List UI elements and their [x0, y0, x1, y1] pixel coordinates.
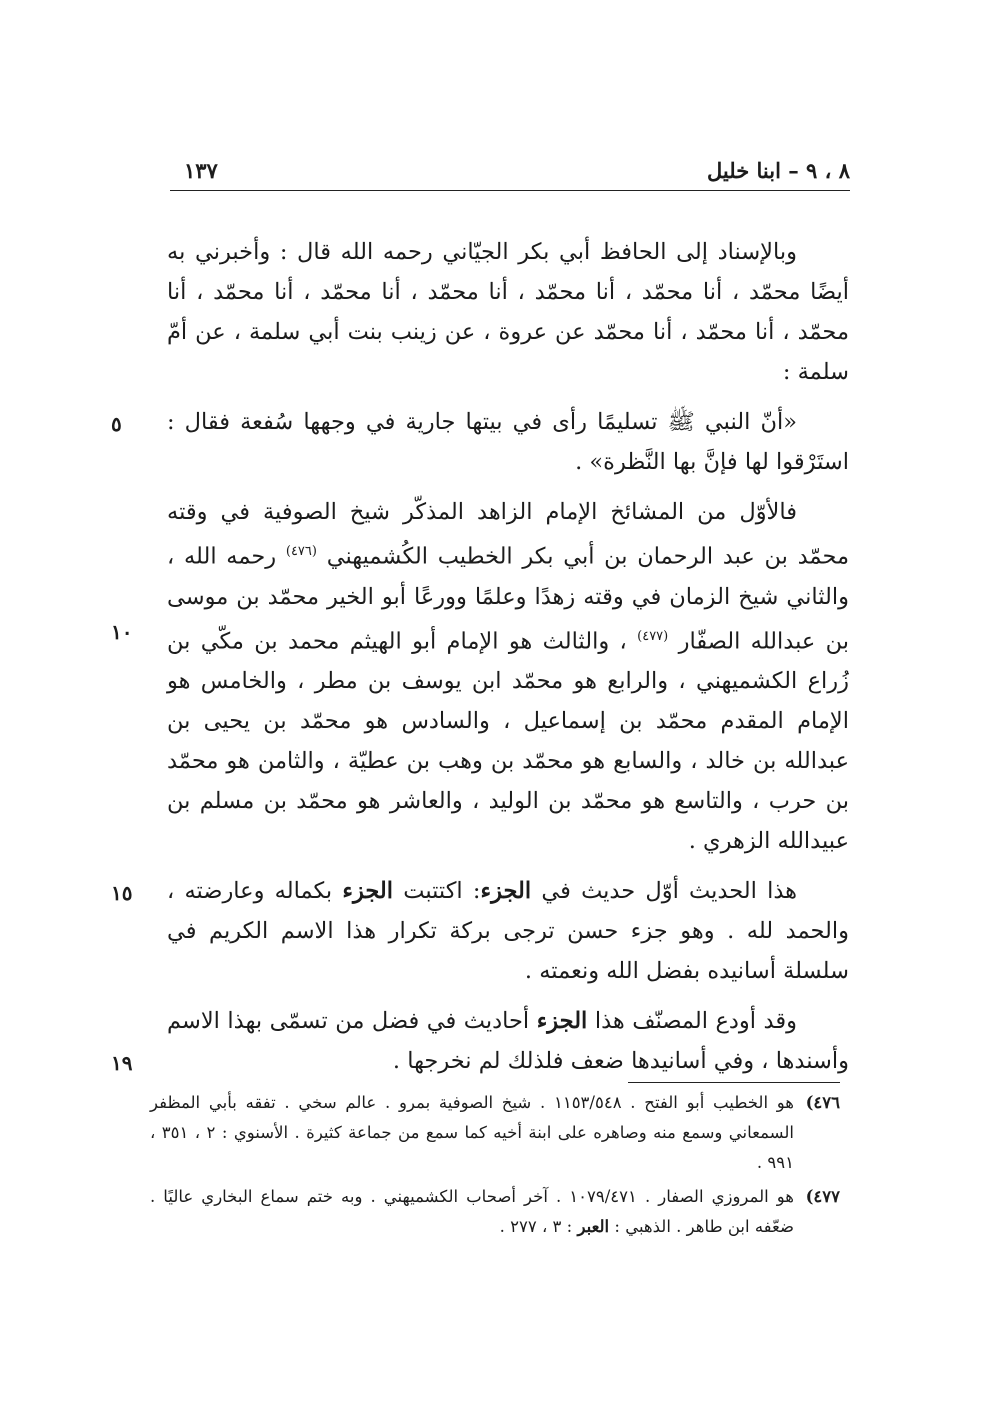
line-number-marker: ١٩	[111, 1051, 133, 1075]
keyword-juz: الجزء	[342, 878, 394, 904]
footnote-text: هو المروزي الصفار . ١٠٧٩/٤٧١ . آخر أصحاب الكشميهني . وبه ختم سماع البخاري عاليًا . ضعّفه ابن طاهر . الذهبي :	[150, 1187, 794, 1236]
footnote-477	[150, 1182, 840, 1242]
footnote-number: ٤٧٧)	[805, 1187, 840, 1206]
paragraph-isnad	[167, 232, 849, 392]
running-header	[170, 150, 850, 191]
keyword-juz: الجزء	[480, 878, 532, 904]
main-text	[111, 232, 850, 1091]
line-number-marker: ١٠	[111, 620, 133, 644]
footnotes	[150, 1088, 840, 1246]
text-segment: فالأوّل من المشائخ الإمام الزاهد المذكّر شيخ الصوفية في وقته محمّد بن عبد الرحمان بن أبي بكر الخطيب الكُشميهني	[167, 499, 850, 570]
footnote-reference[interactable]: (٤٧٦)	[285, 544, 317, 559]
text-segment: أحاديث في فضل من تسمّى بهذا الاسم وأسندها ، وفي أسانيدها ضعف فلذلك لم نخرجها .	[167, 1008, 849, 1074]
text-segment: بكماله وعارضته ، والحمد لله . وهو جزء حسن ترجى بركة تكرار هذا الاسم الكريم في سلسلة أسانيده بفضل الله ونعمته .	[167, 878, 849, 984]
footnote-text: هو الخطيب أبو الفتح . ١١٥٣/٥٤٨ . شيخ الصوفية بمرو . عالم سخي . تفقه بأبي المظفر السمعاني وسمع منه وصاهره على ابنة أخيه كما سمع من جماعة كثيرة . الأسنوي : ٢ ، ٣٥١ ، ٩٩١ .	[150, 1093, 794, 1172]
paragraph-hadith	[111, 402, 849, 482]
keyword-juz: الجزء	[536, 1008, 588, 1034]
paragraph-text: وبالإسناد إلى الحافظ أبي بكر الجيّاني رحمه الله قال : وأخبرني به أيضًا محمّد ، أنا محمّد ، أنا محمّد ، أنا محمّد ، أنا محمّد ، أنا محمّد ، أنا محمّد ، أنا محمّد ، أنا محمّد عن عروة ، عن زينب بنت أبي سلمة ، عن أمّ سلمة :	[167, 239, 849, 385]
footnote-divider	[628, 1082, 840, 1083]
running-title: ٨ ، ٩ – ابنا خليل	[707, 158, 850, 183]
page-number: ١٣٧	[184, 158, 218, 183]
paragraph-text	[167, 1001, 849, 1081]
paragraph-closing	[111, 1001, 849, 1081]
line-number-marker: ١٥	[111, 881, 133, 905]
footnote-476	[150, 1088, 840, 1178]
text-segment: ، والثالث هو الإمام أبو الهيثم محمد بن مكّي بن زُراع الكشميهني ، والرابع هو محمّد ابن يوسف بن مطر ، والخامس هو الإمام المقدم محمّد بن إسماعيل ، والسادس هو محمّد بن يحيى بن عبدالله بن خالد ، والسابع هو محمّد بن وهب بن عطيّة ، والثامن هو محمّد بن حرب ، والتاسع هو محمّد بن الوليد ، والعاشر هو محمّد بن مسلم بن عبيدالله الزهري .	[167, 628, 849, 854]
footnote-reference[interactable]: (٤٧٧)	[637, 628, 669, 644]
hadith-text: «أنّ النبي ﷺ تسليمًا رأى في بيتها جارية في وجهها سُفعة فقال : استَرْقوا لها فإنَّ بها النَّظرة» .	[167, 409, 849, 475]
footnote-text: : ٣ ، ٢٧٧ .	[499, 1217, 573, 1236]
text-segment: : اكتتبت	[403, 878, 481, 904]
paragraph-shaykhs	[111, 492, 850, 861]
paragraph-text	[167, 871, 849, 991]
paragraph-text	[167, 492, 849, 861]
paragraph-juz	[111, 871, 849, 991]
text-segment: رحمه الله ، والثاني شيخ الزمان في وقته زهدًا وعلمًا وورعًا أبو الخير محمّد بن موسى بن عبدالله الصفّار	[167, 543, 850, 654]
text-segment: هذا الحديث أوّل حديث في	[541, 878, 798, 904]
footnote-number: ٤٧٦)	[805, 1093, 840, 1112]
line-number-marker: ٥	[111, 412, 122, 436]
text-segment: وقد أودع المصنّف هذا	[594, 1008, 797, 1034]
footnote-source-title: العبر	[577, 1217, 610, 1236]
